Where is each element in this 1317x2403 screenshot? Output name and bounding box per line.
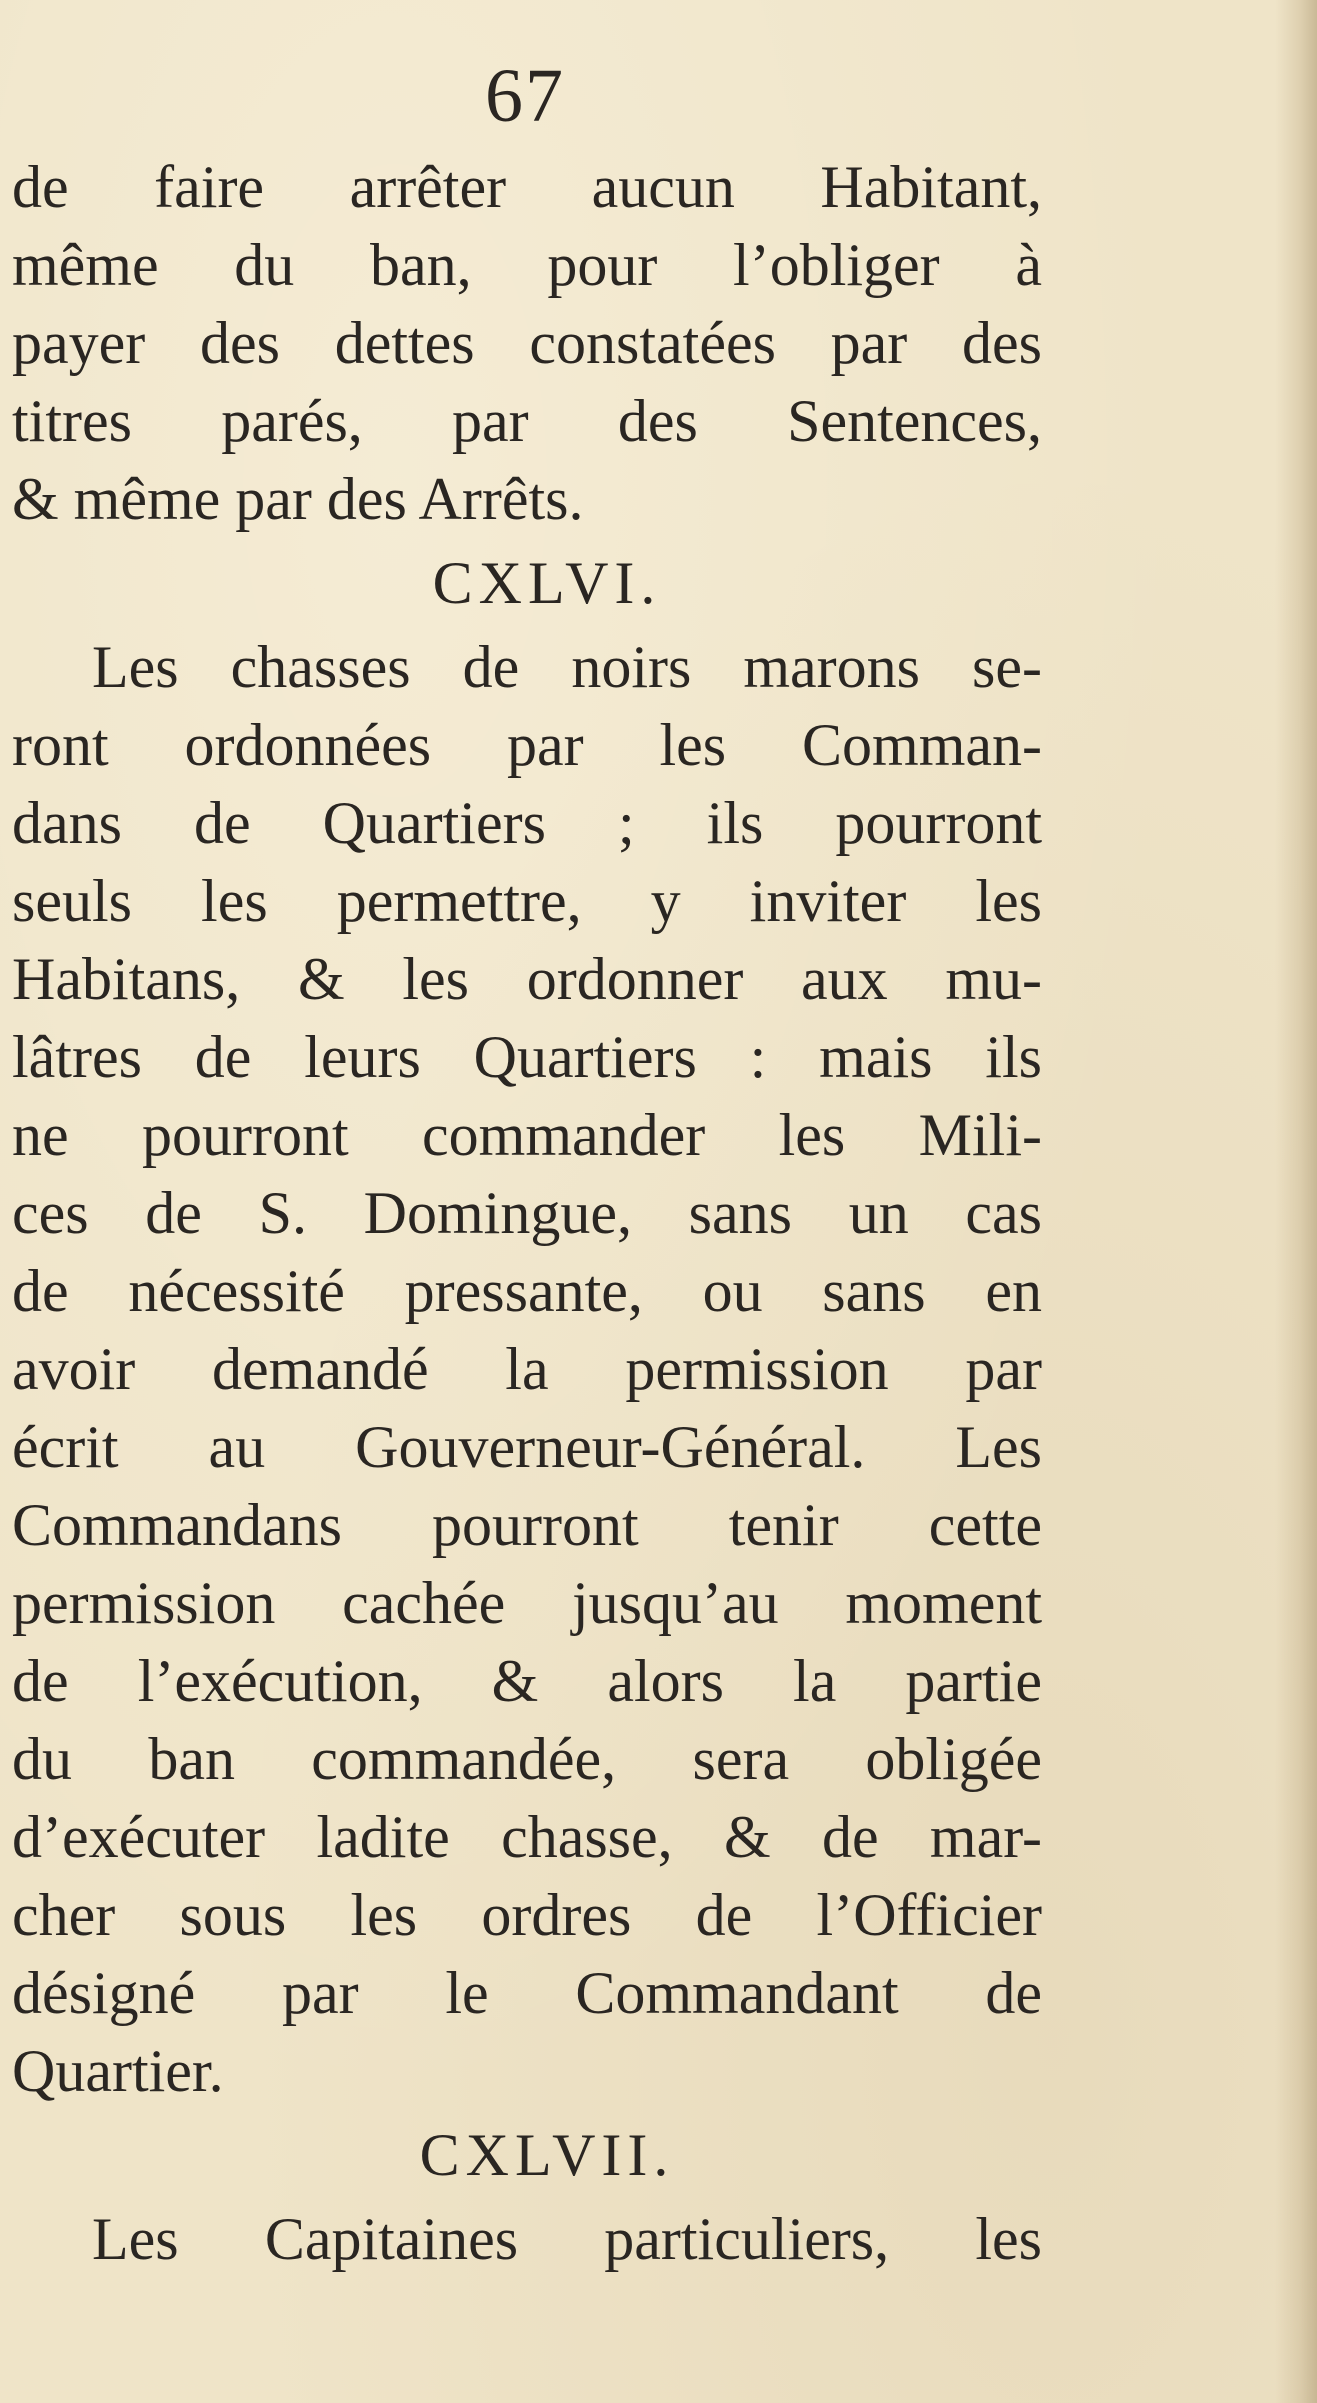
text-line: cher sous les ordres de l’Officier bbox=[12, 1882, 1042, 1948]
text-line: titres parés, par des Sentences, bbox=[12, 388, 1042, 454]
text-line: ces de S. Domingue, sans un cas bbox=[12, 1180, 1042, 1246]
text-line: seuls les permettre, y inviter les bbox=[12, 868, 1042, 934]
text-line: lâtres de leurs Quartiers : mais ils bbox=[12, 1024, 1042, 1090]
text-line: de faire arrêter aucun Habitant, bbox=[12, 154, 1042, 220]
text-line: désigné par le Commandant de bbox=[12, 1960, 1042, 2026]
text-line: ne pourront commander les Mili- bbox=[12, 1102, 1042, 1168]
text-line: Les chasses de noirs marons se- bbox=[92, 634, 1042, 700]
text-line: & même par des Arrêts. bbox=[12, 466, 584, 532]
page-number: 67 bbox=[485, 54, 565, 138]
text-line: Les Capitaines particuliers, les bbox=[92, 2206, 1042, 2272]
text-line: avoir demandé la permission par bbox=[12, 1336, 1042, 1402]
article-heading-cxlvi: CXLVI. bbox=[432, 550, 662, 616]
text-line: payer des dettes constatées par des bbox=[12, 310, 1042, 376]
text-line: du ban commandée, sera obligée bbox=[12, 1726, 1042, 1792]
text-line: de nécessité pressante, ou sans en bbox=[12, 1258, 1042, 1324]
page-edge-shadow bbox=[1275, 0, 1317, 2403]
text-line: dans de Quartiers ; ils pourront bbox=[12, 790, 1042, 856]
text-line: ront ordonnées par les Comman- bbox=[12, 712, 1042, 778]
page-body bbox=[12, 148, 1042, 2278]
text-line: même du ban, pour l’obliger à bbox=[12, 232, 1042, 298]
text-line: Commandans pourront tenir cette bbox=[12, 1492, 1042, 1558]
article-cxlvii-paragraph bbox=[12, 2200, 1042, 2278]
article-cxlvi-paragraph bbox=[12, 628, 1042, 2110]
text-line: de l’exécution, & alors la partie bbox=[12, 1648, 1042, 1714]
article-heading-cxlvii: CXLVII. bbox=[419, 2122, 675, 2188]
paragraph-continuation bbox=[12, 148, 1042, 538]
text-line: Habitans, & les ordonner aux mu- bbox=[12, 946, 1042, 1012]
text-line: d’exécuter ladite chasse, & de mar- bbox=[12, 1804, 1042, 1870]
text-line: écrit au Gouverneur-Général. Les bbox=[12, 1414, 1042, 1480]
text-line: permission cachée jusqu’au moment bbox=[12, 1570, 1042, 1636]
text-line: Quartier. bbox=[12, 2038, 224, 2104]
